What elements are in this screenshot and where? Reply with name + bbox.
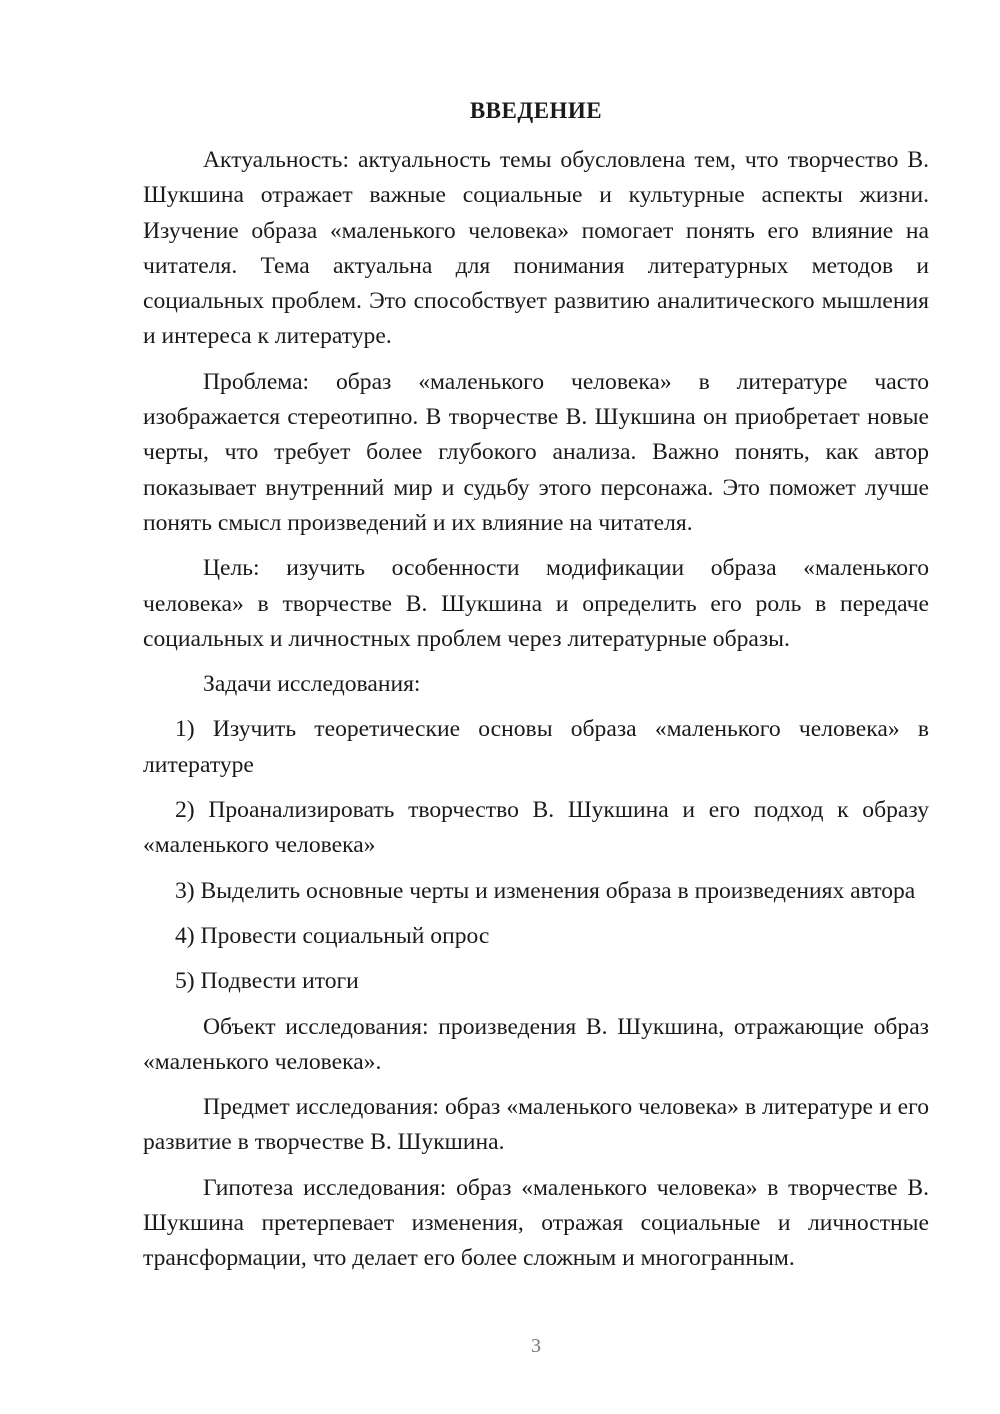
page-number: 3 <box>531 1335 541 1357</box>
task-item-2: 2) Проанализировать творчество В. Шукшина и его подход к образу «маленького человека» <box>143 797 929 859</box>
task-item-5: 5) Подвести итоги <box>175 968 359 995</box>
problem-paragraph: Проблема: образ «маленького человека» в литературе часто изображается стереотипно. В творчестве В. Шукшина он приобретает новые черты, что требует более глубокого анализа. Важно понять, как автор показывает внутренний мир и судьбу этого персонажа. Это поможет лучше понять смысл произведений и их влияние на читателя. <box>143 368 929 536</box>
goal-paragraph: Цель: изучить особенности модификации образа «маленького человека» в творчестве В. Шукшина и определить его роль в передаче социальных и личностных проблем через литературные образы. <box>143 555 929 652</box>
tasks-heading: Задачи исследования: <box>203 671 421 698</box>
task-item-1: 1) Изучить теоретические основы образа «маленького человека» в литературе <box>143 716 929 778</box>
subject-paragraph: Предмет исследования: образ «маленького человека» в литературе и его развитие в творчестве В. Шукшина. <box>143 1094 929 1156</box>
hypothesis-paragraph: Гипотеза исследования: образ «маленького человека» в творчестве В. Шукшина претерпевает изменения, отражая социальные и личностные трансформации, что делает его более сложным и многогранным. <box>143 1174 929 1272</box>
task-item-3: 3) Выделить основные черты и изменения образа в произведениях автора <box>175 877 916 904</box>
document-body <box>143 143 929 1287</box>
task-item-4: 4) Провести социальный опрос <box>175 922 490 949</box>
relevance-paragraph: Актуальность: актуальность темы обусловлена тем, что творчество В. Шукшина отражает важные социальные и культурные аспекты жизни. Изучение образа «маленького человека» помогает понять его влияние на читателя. Тема актуальна для понимания литературных методов и социальных проблем. Это способствует развитию аналитического мышления и интереса к литературе. <box>143 147 929 350</box>
object-paragraph: Объект исследования: произведения В. Шукшина, отражающие образ «маленького человека». <box>143 1013 929 1075</box>
page-title: ВВЕДЕНИЕ <box>469 98 603 123</box>
